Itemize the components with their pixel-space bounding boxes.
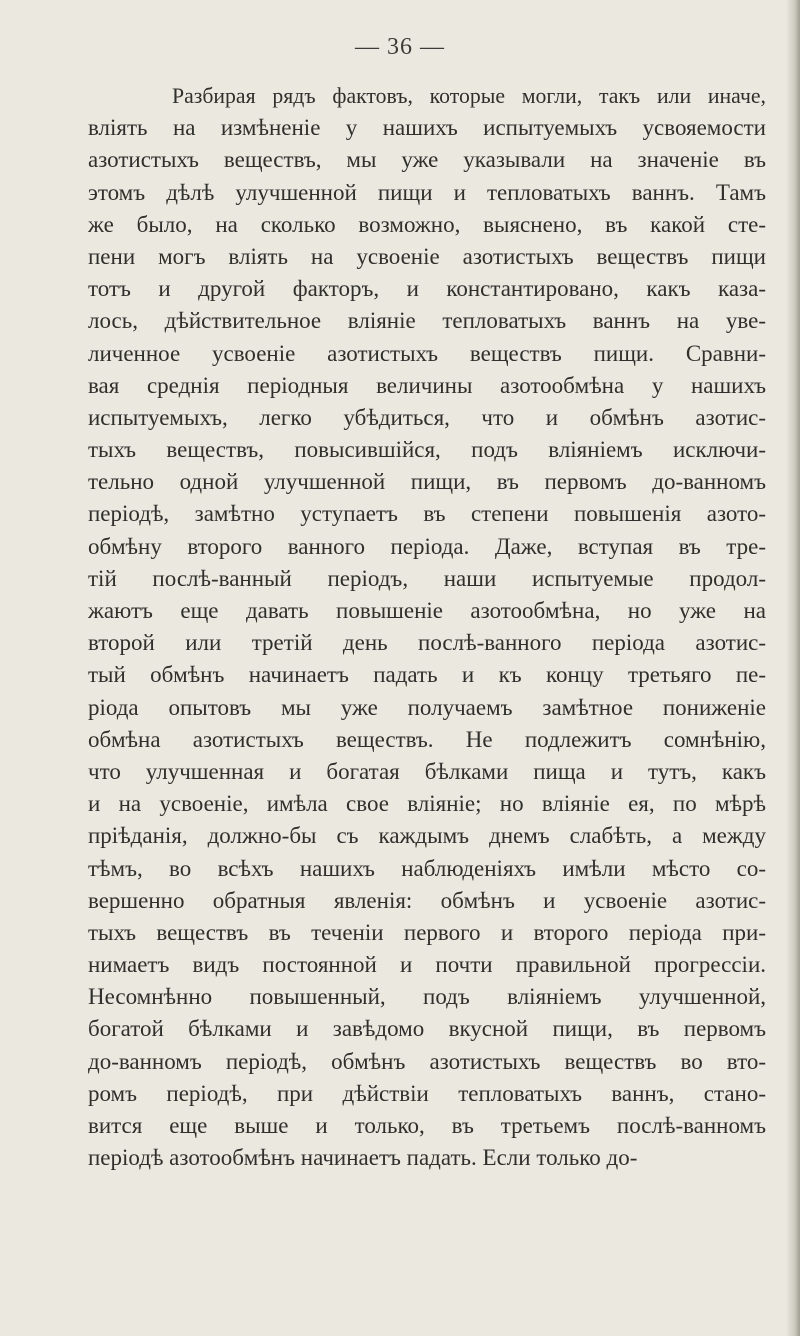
text-line: нимаетъ видъ постоянной и почти правильной прогрессіи. [88,952,766,978]
text-line: пріѣданія, должно-бы съ каждымъ днемъ слабѣть, а между [88,823,766,849]
text-line: второй или третій день послѣ-ванного періода азотис- [88,630,766,656]
text-line: тій послѣ-ванный періодъ, наши испытуемые продол- [88,565,766,591]
text-line: тѣмъ, во всѣхъ нашихъ наблюденіяхъ имѣли мѣсто со- [88,855,766,881]
text-line: вліять на измѣненіе у нашихъ испытуемыхъ усвояемости [88,115,766,141]
text-line: періодѣ азотообмѣнъ начинаетъ падать. Если только до- [88,1145,638,1171]
text-line: вая среднія періодныя величины азотообмѣна у нашихъ [88,372,766,398]
text-line: тотъ и другой факторъ, и константировано, какъ каза- [88,276,766,302]
text-line: до-ванномъ періодѣ, обмѣнъ азотистыхъ веществъ во вто- [88,1048,766,1074]
text-line: жаютъ еще давать повышеніе азотообмѣна, но уже на [88,598,766,623]
text-line: ріода опытовъ мы уже получаемъ замѣтное пониженіе [88,694,766,720]
text-line: испытуемыхъ, легко убѣдиться, что и обмѣнъ азотис- [88,404,766,430]
body-text [88,80,766,1174]
text-line: богатой бѣлками и завѣдомо вкусной пищи, въ первомъ [88,1016,766,1042]
page-number: — 36 — [355,34,445,60]
text-line: и на усвоеніе, имѣла свое вліяніе; но вліяніе ея, по мѣрѣ [88,791,766,817]
text-line: лось, дѣйствительное вліяніе тепловатыхъ ваннъ на уве- [88,308,766,334]
text-line: обмѣна азотистыхъ веществъ. Не подлежитъ сомнѣнію, [88,726,766,752]
text-line: пени могъ вліять на усвоеніе азотистыхъ веществъ пищи [88,243,766,269]
text-line: обмѣну второго ванного періода. Даже, вступая въ тре- [88,533,766,559]
text-line: вится еще выше и только, въ третьемъ послѣ-ванномъ [88,1113,766,1138]
text-line: азотистыхъ веществъ, мы уже указывали на значеніе въ [88,147,766,173]
text-line: Разбирая рядъ фактовъ, которые могли, такъ или иначе, [172,84,766,108]
text-line: тельно одной улучшенной пищи, въ первомъ до-ванномъ [88,469,766,495]
text-line: тыхъ веществъ, повысившійся, подъ вліяніемъ исключи- [88,437,766,463]
text-line: вершенно обратныя явленія: обмѣнъ и усвоеніе азотис- [88,887,766,913]
text-line: тыхъ веществъ въ теченіи первого и второго періода при- [88,919,766,945]
text-line: Несомнѣнно повышенный, подъ вліяніемъ улучшенной, [88,984,766,1010]
text-line: періодѣ, замѣтно уступаетъ въ степени повышенія азото- [88,501,766,527]
page-edge-shadow [786,0,800,1336]
text-line: этомъ дѣлѣ улучшенной пищи и тепловатыхъ ваннъ. Тамъ [88,179,766,205]
text-line: что улучшенная и богатая бѣлками пища и тутъ, какъ [88,758,766,784]
text-line: ромъ періодѣ, при дѣйствіи тепловатыхъ ваннъ, стано- [88,1080,766,1106]
text-line: же было, на сколько возможно, выяснено, въ какой сте- [88,211,766,237]
text-line: личенное усвоеніе азотистыхъ веществъ пищи. Сравни- [88,340,766,366]
text-line: тый обмѣнъ начинаетъ падать и къ концу третьяго пе- [88,662,766,688]
